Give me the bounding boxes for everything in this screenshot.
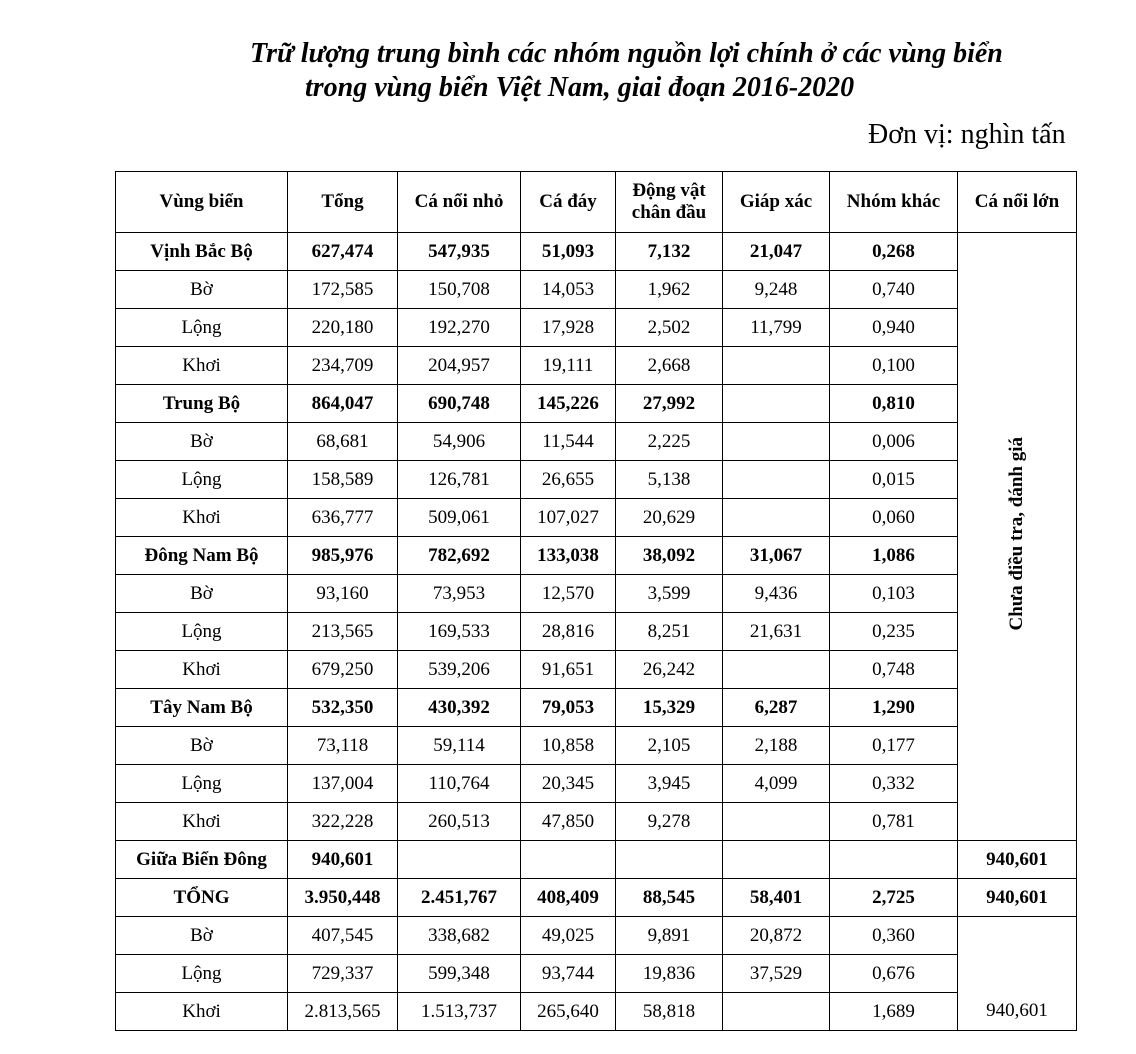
cell-ca-day: 91,651 bbox=[521, 651, 616, 689]
cell-giap-xac: 9,248 bbox=[723, 271, 830, 309]
cell-tong: 137,004 bbox=[288, 765, 398, 803]
cell-ca-noi-nho: 59,114 bbox=[398, 727, 521, 765]
cell-tong: 93,160 bbox=[288, 575, 398, 613]
cell-giap-xac: 11,799 bbox=[723, 309, 830, 347]
zone-label: Bờ bbox=[116, 917, 288, 955]
cell-dong-vat-chan-dau: 9,891 bbox=[616, 917, 723, 955]
cell-ca-noi-lon bbox=[958, 955, 1077, 993]
cell-nhom-khac: 0,268 bbox=[830, 233, 958, 271]
zone-label: Khơi bbox=[116, 651, 288, 689]
cell-nhom-khac: 0,940 bbox=[830, 309, 958, 347]
cell-dong-vat-chan-dau bbox=[616, 841, 723, 879]
grand-total-label: TỔNG bbox=[116, 879, 288, 917]
cell-tong: 940,601 bbox=[288, 841, 398, 879]
cell-ca-day: 93,744 bbox=[521, 955, 616, 993]
cell-ca-noi-nho: 192,270 bbox=[398, 309, 521, 347]
cell-ca-noi-nho: 338,682 bbox=[398, 917, 521, 955]
cell-ca-day: 51,093 bbox=[521, 233, 616, 271]
cell-tong: 636,777 bbox=[288, 499, 398, 537]
cell-ca-day: 47,850 bbox=[521, 803, 616, 841]
cell-giap-xac: 21,631 bbox=[723, 613, 830, 651]
cell-nhom-khac: 0,015 bbox=[830, 461, 958, 499]
title-line-1: Trữ lượng trung bình các nhóm nguồn lợi chính ở các vùng biển bbox=[250, 38, 1003, 69]
cell-ca-noi-nho: 539,206 bbox=[398, 651, 521, 689]
cell-ca-noi-nho: 169,533 bbox=[398, 613, 521, 651]
cell-ca-day: 17,928 bbox=[521, 309, 616, 347]
cell-dong-vat-chan-dau: 19,836 bbox=[616, 955, 723, 993]
cell-nhom-khac: 0,740 bbox=[830, 271, 958, 309]
region-name: Giữa Biển Đông bbox=[116, 841, 288, 879]
zone-label: Khơi bbox=[116, 993, 288, 1031]
cell-ca-noi-nho: 547,935 bbox=[398, 233, 521, 271]
cell-ca-noi-nho: 509,061 bbox=[398, 499, 521, 537]
cell-ca-day: 79,053 bbox=[521, 689, 616, 727]
cell-giap-xac bbox=[723, 841, 830, 879]
reserves-table bbox=[115, 171, 1077, 1031]
header-ca-noi-lon: Cá nổi lớn bbox=[958, 172, 1077, 233]
zone-label: Khơi bbox=[116, 803, 288, 841]
cell-ca-day: 14,053 bbox=[521, 271, 616, 309]
zone-label: Khơi bbox=[116, 347, 288, 385]
cell-dong-vat-chan-dau: 88,545 bbox=[616, 879, 723, 917]
zone-row bbox=[116, 613, 1077, 651]
cell-nhom-khac: 0,676 bbox=[830, 955, 958, 993]
cell-ca-day: 11,544 bbox=[521, 423, 616, 461]
cell-nhom-khac: 0,781 bbox=[830, 803, 958, 841]
zone-label: Bờ bbox=[116, 727, 288, 765]
cell-dong-vat-chan-dau: 3,599 bbox=[616, 575, 723, 613]
cell-dong-vat-chan-dau: 27,992 bbox=[616, 385, 723, 423]
cell-nhom-khac: 0,060 bbox=[830, 499, 958, 537]
zone-label: Lộng bbox=[116, 461, 288, 499]
cell-ca-noi-nho: 430,392 bbox=[398, 689, 521, 727]
cell-tong: 679,250 bbox=[288, 651, 398, 689]
region-name: Trung Bộ bbox=[116, 385, 288, 423]
header-giap-xac: Giáp xác bbox=[723, 172, 830, 233]
zone-row bbox=[116, 461, 1077, 499]
cell-tong: 73,118 bbox=[288, 727, 398, 765]
title-line-2: trong vùng biển Việt Nam, giai đoạn 2016-2020 bbox=[305, 72, 855, 103]
cell-tong: 627,474 bbox=[288, 233, 398, 271]
cell-nhom-khac: 0,100 bbox=[830, 347, 958, 385]
cell-giap-xac: 31,067 bbox=[723, 537, 830, 575]
cell-nhom-khac: 0,235 bbox=[830, 613, 958, 651]
cell-nhom-khac: 0,810 bbox=[830, 385, 958, 423]
cell-dong-vat-chan-dau: 2,225 bbox=[616, 423, 723, 461]
cell-dong-vat-chan-dau: 38,092 bbox=[616, 537, 723, 575]
cell-ca-noi-nho: 260,513 bbox=[398, 803, 521, 841]
cell-dong-vat-chan-dau: 3,945 bbox=[616, 765, 723, 803]
cell-dong-vat-chan-dau: 8,251 bbox=[616, 613, 723, 651]
cell-dong-vat-chan-dau: 2,105 bbox=[616, 727, 723, 765]
zone-label: Lộng bbox=[116, 955, 288, 993]
region-total-row bbox=[116, 385, 1077, 423]
zone-row bbox=[116, 423, 1077, 461]
cell-nhom-khac: 0,006 bbox=[830, 423, 958, 461]
cell-ca-noi-nho: 126,781 bbox=[398, 461, 521, 499]
cell-tong: 172,585 bbox=[288, 271, 398, 309]
cell-giap-xac: 9,436 bbox=[723, 575, 830, 613]
region-total-row bbox=[116, 233, 1077, 271]
cell-dong-vat-chan-dau: 7,132 bbox=[616, 233, 723, 271]
header-row bbox=[116, 172, 1077, 233]
cell-giap-xac: 6,287 bbox=[723, 689, 830, 727]
cell-nhom-khac: 0,103 bbox=[830, 575, 958, 613]
cell-nhom-khac: 0,332 bbox=[830, 765, 958, 803]
cell-nhom-khac: 0,748 bbox=[830, 651, 958, 689]
zone-row bbox=[116, 803, 1077, 841]
cell-nhom-khac: 0,360 bbox=[830, 917, 958, 955]
cell-dong-vat-chan-dau: 2,668 bbox=[616, 347, 723, 385]
cell-dong-vat-chan-dau: 2,502 bbox=[616, 309, 723, 347]
header-dvcd-line1: Động vật bbox=[632, 180, 706, 202]
cell-ca-day: 133,038 bbox=[521, 537, 616, 575]
cell-ca-day: 12,570 bbox=[521, 575, 616, 613]
zone-label: Khơi bbox=[116, 499, 288, 537]
cell-tong: 158,589 bbox=[288, 461, 398, 499]
zone-label: Lộng bbox=[116, 613, 288, 651]
cell-dong-vat-chan-dau: 20,629 bbox=[616, 499, 723, 537]
cell-dong-vat-chan-dau: 9,278 bbox=[616, 803, 723, 841]
cell-ca-day: 145,226 bbox=[521, 385, 616, 423]
cell-ca-day: 408,409 bbox=[521, 879, 616, 917]
cell-ca-noi-nho: 690,748 bbox=[398, 385, 521, 423]
header-tong: Tổng bbox=[288, 172, 398, 233]
cell-giap-xac bbox=[723, 803, 830, 841]
zone-label: Lộng bbox=[116, 765, 288, 803]
cell-ca-day: 10,858 bbox=[521, 727, 616, 765]
cell-tong: 68,681 bbox=[288, 423, 398, 461]
zone-label: Lộng bbox=[116, 309, 288, 347]
cell-giap-xac: 21,047 bbox=[723, 233, 830, 271]
cell-tong: 532,350 bbox=[288, 689, 398, 727]
cell-tong: 985,976 bbox=[288, 537, 398, 575]
cell-ca-noi-nho: 204,957 bbox=[398, 347, 521, 385]
zone-row bbox=[116, 499, 1077, 537]
cell-giap-xac bbox=[723, 423, 830, 461]
cell-ca-noi-nho: 2.451,767 bbox=[398, 879, 521, 917]
merged-not-surveyed bbox=[958, 233, 1077, 841]
zone-label: Bờ bbox=[116, 575, 288, 613]
cell-giap-xac bbox=[723, 651, 830, 689]
cell-tong: 2.813,565 bbox=[288, 993, 398, 1031]
zone-label: Bờ bbox=[116, 271, 288, 309]
cell-tong: 407,545 bbox=[288, 917, 398, 955]
not-surveyed-note: Chưa điều tra, đánh giá bbox=[1006, 436, 1027, 631]
cell-ca-noi-nho: 150,708 bbox=[398, 271, 521, 309]
cell-ca-day: 28,816 bbox=[521, 613, 616, 651]
grand-zone-row bbox=[116, 955, 1077, 993]
cell-ca-day bbox=[521, 841, 616, 879]
cell-nhom-khac: 2,725 bbox=[830, 879, 958, 917]
cell-giap-xac: 37,529 bbox=[723, 955, 830, 993]
cell-tong: 213,565 bbox=[288, 613, 398, 651]
cell-ca-day: 107,027 bbox=[521, 499, 616, 537]
cell-giap-xac: 58,401 bbox=[723, 879, 830, 917]
cell-ca-day: 26,655 bbox=[521, 461, 616, 499]
cell-ca-noi-lon: 940,601 bbox=[958, 841, 1077, 879]
region-total-row bbox=[116, 689, 1077, 727]
cell-nhom-khac: 1,689 bbox=[830, 993, 958, 1031]
cell-ca-day: 265,640 bbox=[521, 993, 616, 1031]
zone-row bbox=[116, 727, 1077, 765]
grand-zone-row bbox=[116, 917, 1077, 955]
cell-ca-noi-lon bbox=[958, 917, 1077, 955]
cell-ca-day: 49,025 bbox=[521, 917, 616, 955]
region-name: Vịnh Bắc Bộ bbox=[116, 233, 288, 271]
header-ca-noi-nho: Cá nổi nhỏ bbox=[398, 172, 521, 233]
cell-ca-noi-nho: 54,906 bbox=[398, 423, 521, 461]
region-name: Tây Nam Bộ bbox=[116, 689, 288, 727]
cell-nhom-khac: 1,086 bbox=[830, 537, 958, 575]
cell-giap-xac: 2,188 bbox=[723, 727, 830, 765]
zone-row bbox=[116, 651, 1077, 689]
cell-dong-vat-chan-dau: 5,138 bbox=[616, 461, 723, 499]
cell-nhom-khac: 0,177 bbox=[830, 727, 958, 765]
cell-ca-day: 20,345 bbox=[521, 765, 616, 803]
cell-ca-noi-nho bbox=[398, 841, 521, 879]
zone-row bbox=[116, 765, 1077, 803]
header-dvcd-line2: chân đầu bbox=[631, 202, 707, 223]
cell-giap-xac: 20,872 bbox=[723, 917, 830, 955]
header-dong-vat-chan-dau bbox=[616, 172, 723, 233]
gbd-row bbox=[116, 841, 1077, 879]
cell-giap-xac bbox=[723, 499, 830, 537]
zone-row bbox=[116, 347, 1077, 385]
header-ca-day: Cá đáy bbox=[521, 172, 616, 233]
cell-giap-xac bbox=[723, 347, 830, 385]
cell-dong-vat-chan-dau: 1,962 bbox=[616, 271, 723, 309]
cell-ca-noi-nho: 1.513,737 bbox=[398, 993, 521, 1031]
region-total-row bbox=[116, 537, 1077, 575]
unit-label: Đơn vị: nghìn tấn bbox=[868, 119, 1066, 150]
cell-tong: 729,337 bbox=[288, 955, 398, 993]
cell-dong-vat-chan-dau: 26,242 bbox=[616, 651, 723, 689]
grand-zone-row bbox=[116, 993, 1077, 1031]
cell-ca-day: 19,111 bbox=[521, 347, 616, 385]
cell-dong-vat-chan-dau: 58,818 bbox=[616, 993, 723, 1031]
cell-nhom-khac: 1,290 bbox=[830, 689, 958, 727]
cell-tong: 234,709 bbox=[288, 347, 398, 385]
zone-label: Bờ bbox=[116, 423, 288, 461]
cell-ca-noi-nho: 110,764 bbox=[398, 765, 521, 803]
cell-ca-noi-lon: 940,601 bbox=[958, 993, 1077, 1031]
cell-tong: 864,047 bbox=[288, 385, 398, 423]
grand-total-row bbox=[116, 879, 1077, 917]
zone-row bbox=[116, 309, 1077, 347]
cell-dong-vat-chan-dau: 15,329 bbox=[616, 689, 723, 727]
cell-tong: 3.950,448 bbox=[288, 879, 398, 917]
cell-ca-noi-nho: 73,953 bbox=[398, 575, 521, 613]
region-name: Đông Nam Bộ bbox=[116, 537, 288, 575]
cell-giap-xac bbox=[723, 993, 830, 1031]
cell-giap-xac bbox=[723, 461, 830, 499]
cell-ca-noi-lon: 940,601 bbox=[958, 879, 1077, 917]
cell-giap-xac: 4,099 bbox=[723, 765, 830, 803]
cell-tong: 322,228 bbox=[288, 803, 398, 841]
cell-nhom-khac bbox=[830, 841, 958, 879]
cell-ca-noi-nho: 782,692 bbox=[398, 537, 521, 575]
zone-row bbox=[116, 271, 1077, 309]
header-vung-bien: Vùng biển bbox=[116, 172, 288, 233]
zone-row bbox=[116, 575, 1077, 613]
cell-ca-noi-nho: 599,348 bbox=[398, 955, 521, 993]
cell-tong: 220,180 bbox=[288, 309, 398, 347]
header-nhom-khac: Nhóm khác bbox=[830, 172, 958, 233]
cell-giap-xac bbox=[723, 385, 830, 423]
